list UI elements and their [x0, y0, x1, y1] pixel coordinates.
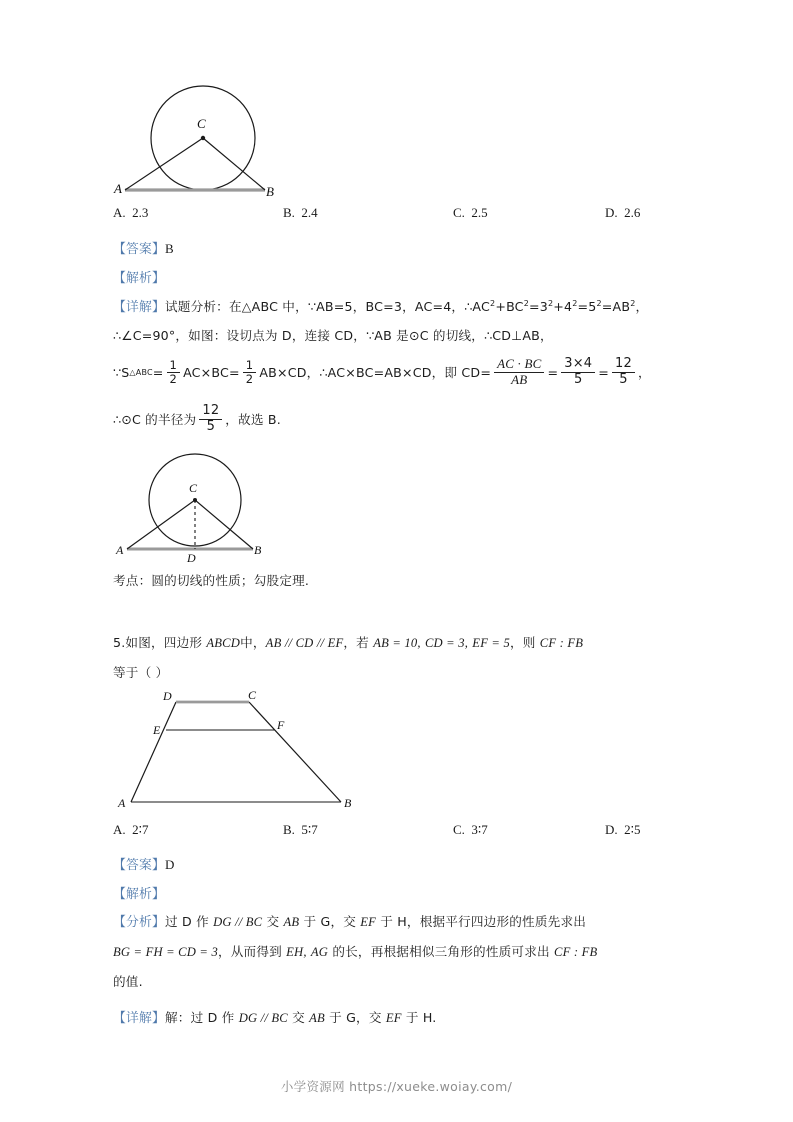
- fenxi2-b: ，从而得到: [217, 944, 287, 959]
- detail-label: 【详解】: [113, 1011, 165, 1026]
- ratio-cf-fb: CF : FB: [539, 636, 584, 650]
- label-ef: EF: [385, 1011, 402, 1025]
- svg-text:A: A: [116, 543, 124, 557]
- fenxi-d: 于 H，根据平行四边形的性质先求出: [376, 914, 587, 929]
- fenxi2-c: 的长，再根据相似三角形的性质可求出: [328, 944, 555, 959]
- kaodian-text: 考点：圆的切线的性质；勾股定理.: [113, 573, 310, 588]
- numerator: 12: [612, 357, 635, 373]
- analysis-label: 【解析】: [113, 887, 165, 902]
- numerator: 3×4: [561, 357, 595, 373]
- fraction-ac-bc-over-ab: [494, 357, 544, 388]
- answer-value: D: [165, 857, 175, 872]
- label-ab: AB: [265, 636, 282, 650]
- circle-tangent-figure-with-d: [115, 450, 295, 565]
- analysis-label: 【解析】: [113, 271, 165, 286]
- detail-c: 于 G，交: [324, 1010, 386, 1025]
- problem4-detail-line-1: [113, 300, 648, 315]
- svg-text:A: A: [114, 181, 122, 196]
- label-ef: EF: [360, 915, 377, 929]
- detail-b: 交: [287, 1010, 310, 1025]
- detail-text-g: ，: [635, 299, 649, 315]
- value-ef: EF = 5: [472, 636, 510, 650]
- detail-label: 【详解】: [113, 300, 165, 316]
- option-a[interactable]: [113, 205, 283, 221]
- fraction-12-over-5-a: [612, 357, 635, 388]
- fenxi-a: 过 D 作: [165, 914, 214, 929]
- numerator: 1: [243, 359, 257, 373]
- problem4-detail-line-2: [113, 330, 553, 343]
- problem5-answer-row: [113, 858, 175, 873]
- numerator: 1: [167, 359, 181, 373]
- problem4-detail-line-4: [113, 405, 281, 436]
- value-cd: CD = 3,: [424, 636, 469, 650]
- svg-text:A: A: [118, 796, 126, 810]
- option-d-value: 2∶5: [624, 822, 641, 837]
- problem5-analysis-label-row: [113, 887, 165, 902]
- problem5-fenxi-line-2: [113, 946, 597, 959]
- option-c-key: C.: [453, 822, 465, 837]
- problem5-fenxi-line-1: [113, 916, 586, 930]
- eq-2: =: [547, 365, 559, 381]
- option-d-key: D.: [605, 205, 618, 220]
- label-eh: EH,: [286, 945, 307, 959]
- fenxi-c: 于 G，交: [299, 914, 361, 929]
- expr-ab-cd: AB×CD，∴AC×BC=AB×CD，即 CD=: [259, 365, 492, 381]
- denominator: 2: [245, 371, 254, 386]
- problem5-number: 5.: [113, 635, 126, 650]
- footer-watermark: [0, 1077, 793, 1095]
- option-c-value: 3∶7: [471, 822, 488, 837]
- denominator: AB: [511, 371, 528, 387]
- option-b[interactable]: [283, 822, 453, 838]
- svg-text:D: D: [187, 551, 196, 565]
- label-cd: CD: [295, 636, 314, 650]
- option-d-value: 2.6: [624, 205, 641, 220]
- radius-text-a: ∴⊙C 的半径为: [113, 412, 197, 428]
- detail-text-b: +BC: [495, 299, 524, 315]
- svg-text:D: D: [163, 689, 172, 703]
- parallel-1: //: [281, 636, 296, 650]
- option-a-value: 2.3: [132, 205, 149, 220]
- expr-bg-fh-cd: BG = FH = CD = 3: [113, 945, 218, 959]
- eq-3: =: [598, 365, 610, 381]
- label-ef: EF: [327, 636, 344, 650]
- problem5-stem-line-1: [113, 637, 583, 650]
- detail-text-d: +4: [553, 299, 573, 315]
- svg-text:C: C: [189, 481, 198, 495]
- problem4-analysis-label-row: [113, 271, 165, 286]
- option-a-value: 2∶7: [132, 822, 149, 837]
- detail-a: 解：过 D 作: [165, 1010, 239, 1025]
- sup-3: 2: [547, 299, 554, 308]
- label-abcd: ABCD: [206, 636, 241, 650]
- footer-text: 小学资源网 https://xueke.woiay.com/: [280, 1079, 513, 1094]
- circle-tangent-figure: [113, 80, 283, 202]
- fenxi-b: 交: [262, 914, 284, 929]
- fenxi-label: 【分析】: [113, 915, 165, 930]
- numerator: 12: [199, 404, 222, 420]
- svg-text:C: C: [248, 688, 257, 702]
- denominator: 5: [206, 418, 216, 434]
- sup-5: 2: [596, 299, 602, 308]
- sup-6: 2: [630, 299, 636, 308]
- detail-text-c: =3: [528, 299, 548, 315]
- label-ag: AG: [310, 945, 329, 959]
- problem4-kaodian: [113, 575, 309, 588]
- expr-ac-bc: AC×BC=: [183, 365, 240, 381]
- option-c[interactable]: [453, 822, 605, 838]
- problem5-fenxi-line-3: [113, 976, 143, 989]
- detail-d: 于 H.: [401, 1010, 437, 1025]
- option-d-key: D.: [605, 822, 618, 837]
- numerator: AC · BC: [494, 357, 544, 373]
- stem-b: 中，: [240, 635, 266, 650]
- detail-text-a: 试题分析：在△ABC 中，∵AB=5，BC=3，AC=4，∴AC: [165, 299, 491, 315]
- sup-4: 2: [572, 299, 578, 308]
- problem4-options: [113, 205, 683, 221]
- option-a-key: A.: [113, 822, 126, 837]
- option-c-value: 2.5: [471, 205, 488, 220]
- option-b-value: 5∶7: [301, 822, 318, 837]
- problem4-detail-line-3: [113, 358, 651, 389]
- denominator: 5: [619, 371, 628, 387]
- value-ab: AB = 10,: [373, 636, 421, 650]
- expr-dg-bc: DG // BC: [238, 1011, 288, 1025]
- detail-line-2-text: ∴∠C=90°，如图：设切点为 D，连接 CD，∵AB 是⊙C 的切线，∴CD⊥AB，: [113, 328, 553, 343]
- fraction-3x4-over-5: [561, 357, 595, 388]
- detail-text-f: =AB: [601, 299, 631, 315]
- stem-a: 如图，四边形: [125, 635, 207, 650]
- denominator: 2: [169, 371, 178, 386]
- fraction-12-over-5-b: [199, 404, 222, 435]
- radius-text-b: ，故选 B.: [225, 412, 281, 428]
- label-ab: AB: [283, 915, 300, 929]
- area-subscript: △ABC: [129, 368, 153, 378]
- stem-d: ，则: [509, 635, 540, 650]
- svg-text:B: B: [344, 796, 352, 810]
- option-b-key: B.: [283, 822, 295, 837]
- fraction-one-half-a: [167, 359, 181, 386]
- svg-text:B: B: [254, 543, 262, 557]
- sup-1: 2: [490, 299, 496, 308]
- option-d[interactable]: [605, 822, 683, 838]
- option-b[interactable]: [283, 205, 453, 221]
- option-b-key: B.: [283, 205, 295, 220]
- option-d[interactable]: [605, 205, 683, 221]
- fraction-one-half-b: [243, 359, 257, 386]
- trapezoid-figure: [113, 688, 383, 818]
- option-a-key: A.: [113, 205, 126, 220]
- sup-2: 2: [523, 299, 529, 308]
- detail-text-e: =5: [577, 299, 597, 315]
- parallel-2: //: [313, 636, 328, 650]
- problem5-stem-line-2: [113, 667, 168, 680]
- ratio-cf-fb: CF : FB: [554, 945, 598, 959]
- expr-dg-bc: DG // BC: [213, 915, 263, 929]
- svg-text:B: B: [266, 184, 274, 199]
- answer-label: 【答案】: [113, 858, 165, 873]
- area-prefix: ∵S: [113, 365, 130, 381]
- option-b-value: 2.4: [301, 205, 318, 220]
- comma: ，: [637, 365, 651, 381]
- svg-text:C: C: [197, 116, 206, 131]
- option-c[interactable]: [453, 205, 605, 221]
- label-ab: AB: [309, 1011, 325, 1025]
- option-c-key: C.: [453, 205, 465, 220]
- denominator: 5: [574, 371, 583, 387]
- eq-1: =: [152, 365, 164, 381]
- stem-c: ，若: [343, 635, 374, 650]
- stem-line-2-text: 等于（ ）: [113, 665, 169, 680]
- fenxi-line-3-text: 的值.: [113, 974, 143, 989]
- answer-label: 【答案】: [113, 242, 165, 257]
- problem5-options: [113, 822, 683, 838]
- svg-text:F: F: [277, 718, 285, 732]
- option-a[interactable]: [113, 822, 283, 838]
- svg-text:E: E: [153, 723, 161, 737]
- problem4-answer-row: [113, 242, 174, 257]
- problem5-detail-line: [113, 1012, 436, 1026]
- answer-value: B: [165, 241, 174, 256]
